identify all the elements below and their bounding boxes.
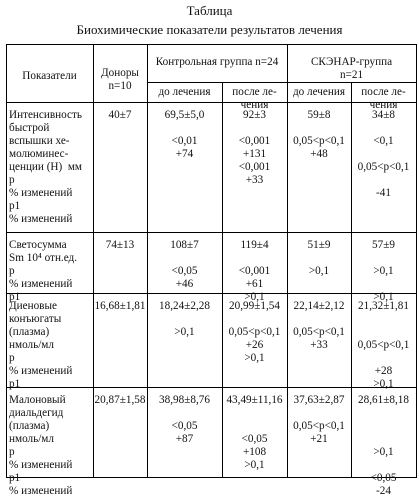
- row-0-label-8: % изменений: [9, 213, 73, 225]
- row-0-scenar-before-2: 0,05<p<0,1: [293, 135, 345, 147]
- row-1-control-before-0: 108±7: [170, 239, 199, 251]
- row-2-control-after-0: 20,99±1,54: [229, 300, 280, 312]
- header-scenar-n: n=21: [339, 69, 364, 81]
- row-1-control-after-2: <0,001: [238, 265, 271, 277]
- row-0-scenar-before-3: +48: [310, 148, 328, 160]
- header-control-group: Контрольная группа n=24: [155, 56, 279, 68]
- row-3-control-before-2: <0,05: [171, 420, 198, 432]
- row-2-scenar-before-3: +33: [310, 339, 328, 351]
- row-2-label-4: р: [9, 352, 15, 364]
- row-2-label-3: нмоль/мл: [9, 339, 54, 351]
- row-0-label-1: быстрой: [9, 122, 50, 134]
- row-3-scenar-after-7: -24: [376, 485, 391, 497]
- row-1-label-0: Светосумма: [9, 239, 67, 251]
- row-1-label-3: % изменений: [9, 278, 73, 290]
- row-0-control-after-0: 92±3: [243, 109, 266, 121]
- header-scenar-after: после ле-: [361, 86, 406, 98]
- row-1-label-2: р: [9, 265, 15, 277]
- row-1-scenar-before-2: >0,1: [308, 265, 330, 277]
- rule-col-6: [416, 44, 417, 478]
- row-2-label-2: (плазма): [9, 326, 50, 338]
- row-2-scenar-after-3: 0,05<p<0,1: [357, 339, 410, 351]
- row-3-control-after-5: >0,1: [244, 459, 265, 471]
- row-3-scenar-before-3: +21: [310, 433, 328, 445]
- row-3-donors-0: 20,87±1,58: [94, 394, 146, 406]
- row-3-label-2: (плазма): [9, 420, 50, 432]
- header-scenar-group: СКЭНАР-группа: [310, 56, 393, 68]
- row-0-label-3: молюминес-: [9, 148, 69, 160]
- row-0-label-2: вспышки хе-: [9, 135, 70, 147]
- header-indicators: Показатели: [22, 70, 77, 82]
- table-subtitle: Биохимические показатели результатов лечения: [76, 22, 343, 37]
- row-2-scenar-after-5: +28: [374, 365, 393, 377]
- row-0-label-6: % изменений: [9, 187, 73, 199]
- row-2-control-after-2: 0,05<p<0,1: [228, 326, 281, 338]
- row-1-label-1: Sm 10⁴ отн.ед.: [9, 252, 78, 264]
- row-3-label-5: % изменений: [9, 459, 73, 471]
- row-2-label-5: % изменений: [9, 365, 73, 377]
- row-2-scenar-after-0: 21,32±1,81: [358, 300, 409, 312]
- row-0-scenar-after-4: 0,05<p<0,1: [357, 161, 410, 173]
- header-donors-n: n=10: [108, 80, 132, 92]
- row-1-control-after-0: 119±4: [240, 239, 269, 251]
- row-2-scenar-after-6: >0,1: [373, 378, 394, 390]
- row-1-label-4: р1: [9, 291, 21, 303]
- row-3-label-0: Малоновый: [9, 394, 66, 406]
- row-3-control-before-3: +87: [175, 433, 194, 445]
- row-2-control-after-3: +26: [245, 339, 264, 351]
- row-3-label-4: р: [9, 446, 15, 458]
- row-0-control-after-2: <0,001: [238, 135, 271, 147]
- table-title: Таблица: [186, 3, 233, 18]
- row-2-scenar-before-0: 22,14±2,12: [293, 300, 345, 312]
- row-1-control-before-2: <0,05: [171, 265, 198, 277]
- row-3-scenar-before-0: 37,63±2,87: [293, 394, 345, 406]
- row-2-label-1: конъюгаты: [9, 313, 62, 325]
- row-1-scenar-after-2: >0,1: [373, 265, 394, 277]
- header-control-after: после ле-: [232, 86, 277, 98]
- header-control-before: до лечения: [158, 86, 211, 98]
- row-0-control-before-2: <0,01: [171, 135, 198, 147]
- row-2-scenar-before-2: 0,05<p<0,1: [293, 326, 345, 338]
- header-scenar-before: до лечения: [292, 86, 346, 98]
- row-3-label-3: нмоль/мл: [9, 433, 54, 445]
- header-scenar-after-2: чения: [369, 99, 398, 111]
- row-0-label-4: ценции (Н) мм: [9, 161, 82, 173]
- row-3-control-after-3: <0,05: [241, 433, 268, 445]
- row-3-label-1: диальдегид: [9, 407, 64, 419]
- row-0-scenar-after-2: <0,1: [373, 135, 394, 147]
- row-0-label-5: р: [9, 174, 15, 186]
- row-2-label-6: р1: [9, 378, 21, 390]
- row-0-donors-0: 40±7: [108, 109, 132, 121]
- row-1-control-after-4: >0,1: [244, 291, 265, 303]
- row-1-scenar-after-4: >0,1: [373, 291, 394, 303]
- rule-col-0: [6, 44, 7, 478]
- header-control-after-2: чения: [240, 99, 269, 111]
- row-3-scenar-after-0: 28,61±8,18: [358, 394, 409, 406]
- rule-top: [6, 44, 417, 45]
- row-2-control-before-2: >0,1: [174, 326, 195, 338]
- row-1-scenar-before-0: 51±9: [307, 239, 331, 251]
- row-1-control-before-3: +46: [175, 278, 194, 290]
- row-0-control-after-5: +33: [245, 174, 264, 186]
- row-3-control-after-0: 43,49±11,16: [226, 394, 283, 406]
- row-0-scenar-before-0: 59±8: [307, 109, 331, 121]
- row-0-scenar-after-6: -41: [376, 187, 391, 199]
- row-3-scenar-before-2: 0,05<p<0,1: [293, 420, 345, 432]
- row-1-scenar-after-0: 57±9: [372, 239, 395, 251]
- row-2-control-before-0: 18,24±2,28: [159, 300, 210, 312]
- row-0-scenar-after-0: 34±8: [372, 109, 395, 121]
- row-2-label-0: Диеновые: [9, 300, 57, 312]
- row-0-control-after-4: <0,001: [238, 161, 271, 173]
- row-2-donors-0: 16,68±1,81: [94, 300, 146, 312]
- row-0-control-before-3: +74: [175, 148, 194, 160]
- rule-group-sub: [147, 82, 417, 83]
- rule-row-1: [6, 232, 417, 233]
- row-0-label-7: р1: [9, 200, 21, 212]
- row-0-control-before-0: 69,5±5,0: [164, 109, 205, 121]
- row-0-label-0: Интенсивность: [9, 109, 82, 121]
- row-3-scenar-after-4: >0,1: [373, 446, 394, 458]
- row-1-control-after-3: +61: [245, 278, 264, 290]
- row-1-donors-0: 74±13: [105, 239, 135, 251]
- row-3-label-6: р1: [9, 472, 21, 484]
- row-2-control-after-4: >0,1: [244, 352, 265, 364]
- row-3-label-7: % изменений: [9, 485, 73, 497]
- header-donors: Доноры: [101, 67, 139, 79]
- row-3-scenar-after-6: <0,05: [370, 472, 397, 484]
- row-3-control-before-0: 38,98±8,76: [159, 394, 210, 406]
- row-0-control-after-3: +131: [242, 148, 267, 160]
- row-3-control-after-4: +108: [242, 446, 267, 458]
